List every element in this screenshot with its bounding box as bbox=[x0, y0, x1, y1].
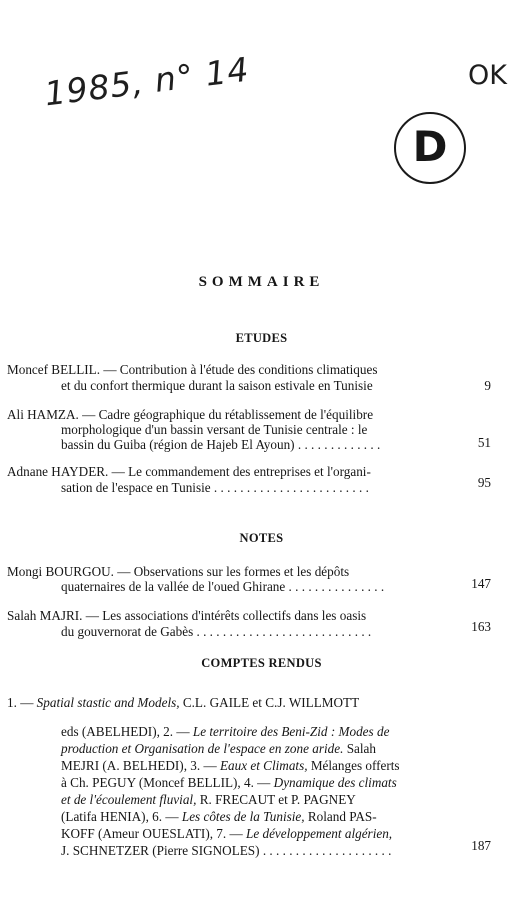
stamp-letter: D bbox=[412, 122, 448, 171]
page-title: SOMMAIRE bbox=[198, 274, 325, 290]
handwritten-reference: 1985, n° 14 bbox=[42, 49, 252, 114]
review-title: Le développement algérien, bbox=[245, 826, 393, 841]
entry-title-line: — Le commandement des entreprises et l'organi- bbox=[111, 464, 371, 479]
entry-author: Adnane HAYDER. bbox=[7, 464, 109, 479]
review-text: MEJRI (A. BELHEDI), 3. — bbox=[61, 758, 217, 773]
review-title: et de l'écoulement fluvial, bbox=[61, 792, 197, 807]
entry-page: 9 bbox=[484, 378, 491, 393]
entry-title-line: morphologique d'un bassin versant de Tunisie centrale : le bbox=[61, 422, 368, 437]
entry-page: 51 bbox=[477, 435, 491, 450]
review-text: Salah bbox=[346, 741, 377, 756]
entry-title-line: du gouvernorat de Gabès . . . . . . . . . . . . . . . . . . . . . . . . . . . bbox=[61, 624, 372, 639]
entry-page: 95 bbox=[477, 475, 491, 490]
review-authors: R. FRECAUT et P. PAGNEY bbox=[199, 792, 356, 807]
entry-title-line: et du confort thermique durant la saison estivale en Tunisie bbox=[61, 378, 373, 393]
handwritten-ok: OK bbox=[468, 60, 507, 91]
section-notes: NOTES bbox=[239, 531, 284, 545]
d-stamp bbox=[394, 112, 466, 184]
review-title: production et Organisation de l'espace en zone aride. bbox=[61, 741, 344, 756]
review-authors: Roland PAS- bbox=[307, 809, 377, 824]
review-number: 1. — bbox=[7, 695, 34, 710]
entry-title-line: — Observations sur les formes et les dépôts bbox=[117, 564, 350, 579]
entry-title-line: — Contribution à l'étude des conditions climatiques bbox=[103, 362, 378, 377]
review-text: Mélanges offerts bbox=[310, 758, 400, 773]
review-text: eds (ABELHEDI), 2. — bbox=[61, 724, 190, 739]
review-title: Spatial stastic and Models, bbox=[36, 695, 180, 710]
entry-page: 147 bbox=[471, 576, 491, 591]
entry-author: Salah MAJRI. bbox=[7, 608, 83, 623]
entry-author: Moncef BELLIL. bbox=[7, 362, 101, 377]
entry-page: 163 bbox=[471, 619, 491, 634]
review-title: Les côtes de la Tunisie, bbox=[181, 809, 305, 824]
entry-author: Mongi BOURGOU. bbox=[7, 564, 114, 579]
entry-author: Ali HAMZA. bbox=[7, 407, 79, 422]
entry-title-line: — Cadre géographique du rétablissement de l'équilibre bbox=[82, 407, 374, 422]
section-comptes-rendus: COMPTES RENDUS bbox=[201, 656, 322, 670]
entry-title-line: sation de l'espace en Tunisie . . . . . . . . . . . . . . . . . . . . . . . . bbox=[61, 480, 369, 495]
review-page: 187 bbox=[471, 838, 491, 853]
section-etudes: ETUDES bbox=[235, 331, 288, 345]
entry-title-line: — Les associations d'intérêts collectifs dans les oasis bbox=[85, 608, 367, 623]
review-authors: C.L. GAILE et C.J. WILLMOTT bbox=[182, 695, 360, 710]
review-title: Eaux et Climats, bbox=[219, 758, 308, 773]
review-text: (Latifa HENIA), 6. — bbox=[61, 809, 179, 824]
review-text: à Ch. PEGUY (Moncef BELLIL), 4. — bbox=[61, 775, 271, 790]
review-title: Le territoire des Beni-Zid : Modes de bbox=[192, 724, 390, 739]
entry-title-line: quaternaires de la vallée de l'oued Ghirane . . . . . . . . . . . . . . . bbox=[61, 579, 385, 594]
review-text: KOFF (Ameur OUESLATI), 7. — bbox=[61, 826, 243, 841]
review-text: J. SCHNETZER (Pierre SIGNOLES) . . . . . . . . . . . . . . . . . . . . bbox=[61, 843, 392, 858]
review-title: Dynamique des climats bbox=[273, 775, 397, 790]
entry-title-line: bassin du Guiba (région de Hajeb El Ayoun) . . . . . . . . . . . . . bbox=[61, 437, 381, 452]
